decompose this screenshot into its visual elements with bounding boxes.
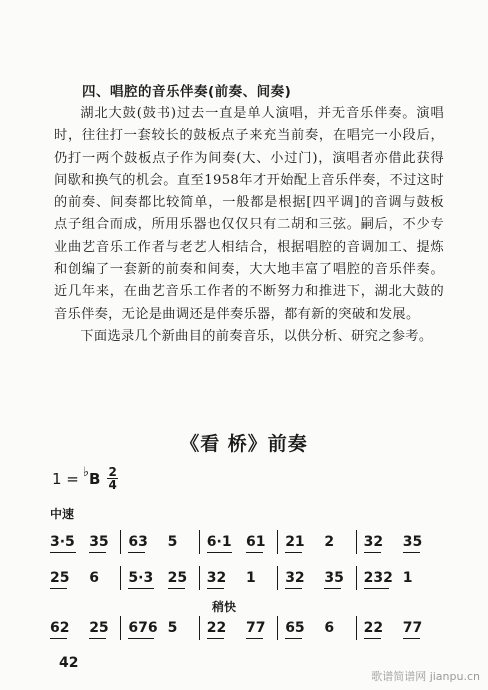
note-group: 1 [402, 570, 413, 586]
bar-line [199, 530, 200, 554]
section-heading: 四、唱腔的音乐伴奏(前奏、间奏) [82, 84, 292, 100]
note-group: 1 [246, 570, 256, 586]
time-numerator: 2 [108, 465, 117, 479]
beam-line [50, 588, 67, 589]
note-group: 6 [89, 570, 99, 586]
watermark: 歌谱简谱网 jianpu.cn [371, 670, 480, 683]
bar-line [356, 616, 357, 640]
beam-line [128, 588, 154, 589]
notation-line-3 [48, 616, 440, 640]
note-group: 6·1 [206, 534, 232, 550]
beam-line [50, 552, 76, 553]
key-signature [52, 466, 118, 491]
notation-line-1 [48, 530, 440, 554]
beam-line [207, 588, 224, 589]
note-group: 2 [324, 534, 335, 550]
note-group: 35 [324, 570, 344, 586]
flat-sign: ♭ [82, 465, 90, 480]
bar-line [277, 566, 278, 590]
note-group: 5·3 [128, 570, 154, 586]
beam-line [364, 552, 381, 553]
body-text [54, 103, 444, 348]
time-signature [107, 466, 117, 491]
beam-line [128, 638, 154, 639]
note-group: 65 [285, 620, 305, 636]
beam-line [324, 588, 341, 589]
beam-line [364, 588, 390, 589]
note-group: 32 [285, 570, 305, 586]
page-number: 42 [59, 655, 79, 671]
beam-line [285, 588, 302, 589]
note-group: 35 [89, 534, 109, 550]
bar-line [277, 616, 278, 640]
note-group: 61 [246, 534, 266, 550]
beam-line [128, 552, 145, 553]
note-group: 21 [285, 534, 305, 550]
note-group: 77 [246, 620, 266, 636]
bar-line [356, 530, 357, 554]
note-group: 25 [89, 620, 109, 636]
note-group: 62 [50, 620, 70, 636]
beam-line [285, 552, 302, 553]
note-group: 5 [167, 534, 178, 550]
beam-line [403, 552, 420, 553]
beam-line [403, 638, 420, 639]
bar-line [120, 530, 121, 554]
bar-line [120, 616, 121, 640]
bar-line [199, 566, 200, 590]
beam-line [89, 552, 106, 553]
beam-line [207, 552, 233, 553]
beam-line [89, 638, 106, 639]
beam-line [207, 638, 224, 639]
beam-line [246, 638, 263, 639]
note-group: 63 [128, 534, 148, 550]
note-group: 32 [206, 570, 227, 586]
paragraph-2: 下面选录几个新曲目的前奏音乐，以供分析、研究之参考。 [80, 328, 433, 344]
bar-line [199, 616, 200, 640]
note-group: 3·5 [50, 534, 75, 550]
bar-line [356, 566, 357, 590]
note-group: 32 [363, 534, 384, 550]
key-prefix: 1 = [52, 469, 79, 488]
beam-line [168, 588, 185, 589]
bar-line [277, 530, 278, 554]
note-group: 25 [167, 570, 188, 586]
bar-line [120, 566, 121, 590]
piece-title: 《看 桥》前奏 [180, 433, 308, 455]
tempo-marking: 中速 [50, 507, 75, 521]
note-group: 35 [402, 534, 423, 550]
note-group: 6 [324, 620, 335, 636]
beam-line [50, 638, 67, 639]
notation-line-2 [48, 566, 440, 590]
note-group: 77 [402, 620, 423, 636]
key-tonic: B [89, 469, 101, 488]
note-group: 676 [128, 620, 158, 636]
beam-line [246, 552, 263, 553]
paragraph-1: 湖北大鼓(鼓书)过去一直是单人演唱，并无音乐伴奏。演唱时，往往打一套较长的鼓板点子来充当前奏，在唱完一小段后，仍打一两个鼓板点子作为间奏(大、小过门)，演唱者亦借此获得间歇和换气的机会。直至1958年才开始配上音乐伴奏，不过这时的前奏、间奏都比较简单，一般都是根据[四平调]的音调与鼓板点子组合而成，所用乐器也仅仅只有二胡和三弦。嗣后，不少专业曲艺音乐工作者与老艺人相结合，根据唱腔的音调加工、提炼和创编了一套新的前奏和间奏，大大地丰富了唱腔的音乐伴奏。近几年来，在曲艺音乐工作者的不断努力和推进下，湖北大鼓的音乐伴奏，无论是曲调还是伴奏乐器，都有新的突破和发展。 [54, 106, 444, 322]
time-denominator: 4 [108, 478, 117, 492]
note-group: 25 [50, 570, 70, 586]
note-group: 22 [206, 620, 227, 636]
beam-line [364, 638, 381, 639]
tempo-marking-2: 稍快 [212, 600, 237, 614]
note-group: 5 [167, 620, 178, 636]
note-group: 232 [363, 570, 393, 586]
note-group: 22 [363, 620, 384, 636]
beam-line [285, 638, 302, 639]
